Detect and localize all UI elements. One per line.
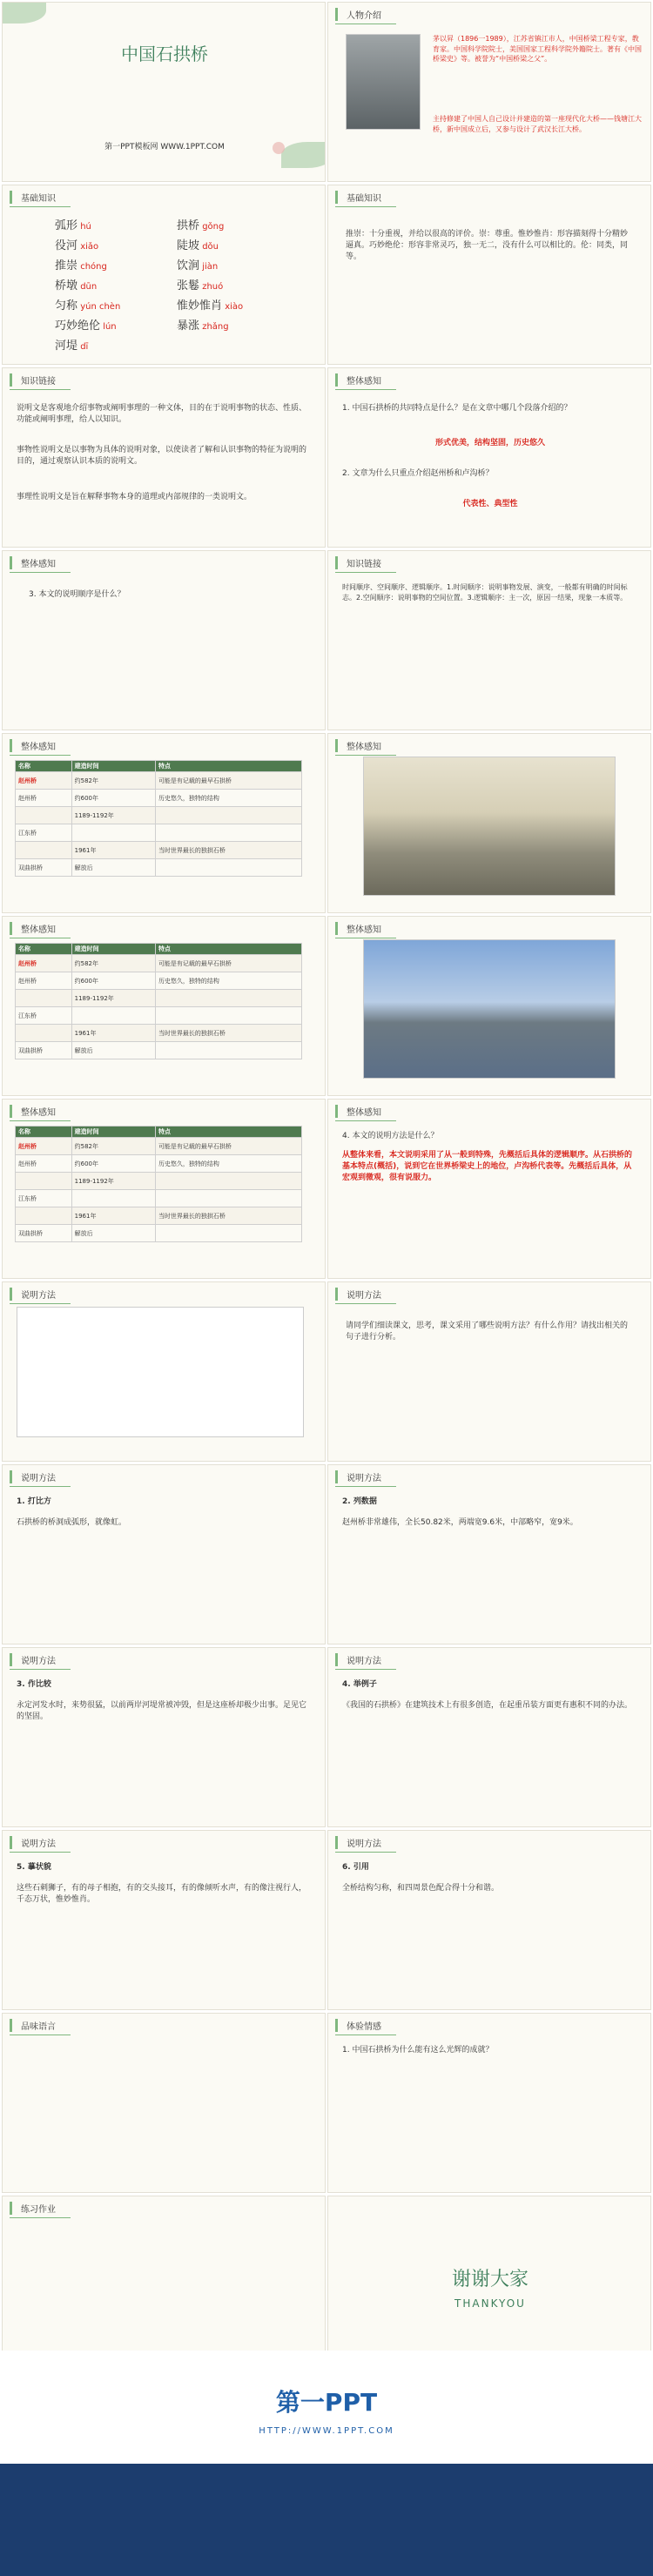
vocab-item (55, 259, 107, 275)
table-cell: 历史悠久，独特的结构 (155, 972, 301, 990)
table-cell: 解放后 (71, 1042, 155, 1059)
slide-method-q[interactable] (327, 1099, 651, 1279)
vocab-item (55, 339, 88, 355)
table-row (16, 972, 302, 990)
answer-1: 形式优美，结构坚固，历史悠久 (434, 439, 545, 447)
bridge-table (15, 1126, 302, 1242)
vocab-word: 弧形 (55, 219, 78, 232)
section-label: 整体感知 (10, 1105, 56, 1118)
vocab-item (55, 279, 97, 295)
table-cell (155, 824, 301, 842)
vocab-pinyin: dī (77, 342, 89, 352)
method-heading: 6. 引用 (342, 1863, 369, 1872)
table-row (16, 1190, 302, 1207)
slide-photo-1[interactable] (327, 733, 651, 913)
vocab-pinyin: dūn (77, 282, 98, 292)
table-row (16, 1007, 302, 1025)
table-header: 建造时间 (71, 761, 155, 772)
table-cell: 约600年 (71, 972, 155, 990)
slide-language[interactable] (2, 2013, 326, 2193)
vocab-pinyin: xiǎo (77, 242, 99, 252)
slide-thanks[interactable] (327, 2196, 651, 2376)
section-label: 说明方法 (10, 1653, 56, 1666)
table-cell (155, 859, 301, 877)
question-1: 1. 中国石拱桥的共同特点是什么？是在文章中哪几个段落介绍的？ (342, 404, 572, 413)
leaf-decoration (281, 142, 326, 168)
table-cell: 当时世界最长的独拱石桥 (155, 1025, 301, 1042)
vocab-word: 河堤 (55, 340, 78, 353)
flower-decoration (273, 142, 285, 154)
methods-table (17, 1307, 304, 1437)
method-heading: 4. 举例子 (342, 1680, 377, 1689)
table-cell: 赵州桥 (16, 772, 72, 790)
footer-url[interactable]: HTTP://WWW.1PPT.COM (259, 2426, 394, 2436)
table-header: 特点 (155, 761, 301, 772)
table-cell: 赵州桥 (16, 1155, 72, 1173)
bio-text-2: 主持修建了中国人自己设计并建造的第一座现代化大桥——钱塘江大桥，新中国成立后，又参与设计了武汉长江大桥。 (433, 115, 642, 133)
order-text: 时间顺序、空间顺序、逻辑顺序。1.时间顺序：说明事物发展、演变，一般都有明确的时间标志。2.空间顺序：说明事物的空间位置。3.逻辑顺序：主一次，原因一结果，现象一本质等。 (342, 583, 628, 602)
table-cell: 当时世界最长的独拱石桥 (155, 842, 301, 859)
section-label: 知识链接 (10, 373, 56, 387)
table-cell: 1961年 (71, 1207, 155, 1225)
table-row (16, 859, 302, 877)
section-label: 说明方法 (335, 1836, 381, 1849)
table-cell: 历史悠久，独特的结构 (155, 790, 301, 807)
table-cell: 江东桥 (16, 824, 72, 842)
section-label: 人物介绍 (335, 8, 381, 21)
table-row (16, 790, 302, 807)
table-cell (16, 1173, 72, 1190)
table-row (16, 990, 302, 1007)
section-label: 整体感知 (10, 922, 56, 935)
section-label: 说明方法 (10, 1836, 56, 1849)
vocab-pinyin: dǒu (199, 242, 219, 252)
table-row (16, 1025, 302, 1042)
section-label: 基础知识 (335, 191, 381, 204)
table-cell (155, 1007, 301, 1025)
slide-method-task[interactable] (327, 1281, 651, 1462)
table-row (16, 1138, 302, 1155)
vocab-word: 张鬈 (177, 279, 200, 293)
question-4: 4. 本文的说明方法是什么？ (342, 1132, 439, 1140)
table-row (16, 1042, 302, 1059)
section-label: 品味语言 (10, 2019, 56, 2032)
paragraph-3: 事理性说明文是旨在解释事物本身的道理或内部规律的一类说明文。 (17, 493, 252, 501)
vocab-item (177, 219, 224, 235)
table-cell: 双曲拱桥 (16, 859, 72, 877)
thanks-en: THANKYOU (454, 2297, 526, 2310)
slide-table-2[interactable] (2, 916, 326, 1096)
method-sentence: 《我国的石拱桥》在建筑技术上有很多创造，在起重吊装方面更有惠积不同的办法。 (342, 1701, 633, 1710)
vocab-pinyin: zhǎng (199, 322, 229, 332)
table-row (16, 1225, 302, 1242)
method-heading: 3. 作比较 (17, 1680, 51, 1689)
slide-emotion[interactable] (327, 2013, 651, 2193)
table-row (16, 1155, 302, 1173)
table-cell: 可能是有记载的最早石拱桥 (155, 955, 301, 972)
table-cell: 赵州桥 (16, 790, 72, 807)
method-heading: 1. 打比方 (17, 1497, 51, 1506)
bridge-table (15, 760, 302, 877)
table-cell: 双曲拱桥 (16, 1042, 72, 1059)
answer-2: 代表性、典型性 (462, 500, 518, 508)
table-cell (155, 1042, 301, 1059)
table-header: 名称 (16, 944, 72, 955)
answer-4: 从整体来看，本文说明采用了从一般到特殊，先概括后具体的逻辑顺序。从石拱桥的基本特点(概括)，说到它在世界桥梁史上的地位，卢沟桥代表等。先概括后具体，从宏观到微观，很有说服力。 (342, 1151, 633, 1183)
vocab-word: 惟妙惟肖 (177, 299, 223, 313)
table-cell: 可能是有记载的最早石拱桥 (155, 1138, 301, 1155)
vocab-word: 拱桥 (177, 219, 200, 232)
footer-dark-block (0, 2464, 653, 2576)
table-cell (16, 807, 72, 824)
table-cell: 可能是有记载的最早石拱桥 (155, 772, 301, 790)
table-row (16, 955, 302, 972)
table-cell (16, 990, 72, 1007)
table-cell: 1189-1192年 (71, 990, 155, 1007)
slide-method-4[interactable] (327, 1647, 651, 1827)
table-cell: 解放后 (71, 1225, 155, 1242)
vocab-pinyin: zhuó (199, 282, 224, 292)
slide-method-3[interactable] (2, 1647, 326, 1827)
section-label: 整体感知 (335, 373, 381, 387)
vocab-item (55, 239, 98, 255)
vocab-item (177, 239, 219, 255)
slide-bio[interactable] (327, 2, 651, 182)
vocab-word: 桥墩 (55, 279, 78, 293)
slide-definitions[interactable] (327, 185, 651, 365)
section-label: 知识链接 (335, 556, 381, 569)
table-header: 特点 (155, 944, 301, 955)
vocab-pinyin: jiàn (199, 262, 219, 272)
paragraph-2: 事物性说明文是以事物为具体的说明对象，以使读者了解和认识事物的特征为说明的目的，通过观察认识本质的说明文。 (17, 446, 307, 467)
section-label: 说明方法 (10, 1288, 56, 1301)
portrait-photo (346, 34, 421, 130)
method-sentence: 永定河发水时，来势很猛，以前两岸河堤常被冲毁，但是这座桥却极少出事。足见它的坚固。 (17, 1701, 307, 1722)
table-cell: 1961年 (71, 1025, 155, 1042)
slide-photo-2[interactable] (327, 916, 651, 1096)
slide-title[interactable] (2, 2, 326, 182)
slide-homework[interactable] (2, 2196, 326, 2376)
table-row (16, 1173, 302, 1190)
table-cell: 约600年 (71, 790, 155, 807)
section-label: 整体感知 (335, 922, 381, 935)
vocab-item (177, 259, 218, 275)
table-cell: 当时世界最长的独拱石桥 (155, 1207, 301, 1225)
section-label: 说明方法 (335, 1653, 381, 1666)
table-row (16, 1207, 302, 1225)
table-cell: 江东桥 (16, 1190, 72, 1207)
table-cell (155, 807, 301, 824)
section-label: 整体感知 (10, 556, 56, 569)
table-row (16, 824, 302, 842)
table-cell (155, 990, 301, 1007)
thanks-text: 谢谢大家 (451, 2269, 528, 2290)
table-row (16, 842, 302, 859)
vocab-word: 陡坡 (177, 239, 200, 252)
vocab-item (55, 219, 91, 235)
method-sentence: 石拱桥的桥洞成弧形，就像虹。 (17, 1518, 127, 1527)
slide-method-6[interactable] (327, 1830, 651, 2010)
table-cell (71, 1190, 155, 1207)
table-cell (16, 1207, 72, 1225)
vocab-word: 匀称 (55, 299, 78, 313)
slide-subtitle: 第一PPT模板网 WWW.1PPT.COM (104, 143, 225, 151)
vocab-word: 饮涧 (177, 259, 200, 272)
task-text: 请同学们细读课文，思考，课文采用了哪些说明方法？有什么作用？请找出相关的句子进行分析。 (346, 1322, 629, 1342)
slide-overview-1[interactable] (327, 367, 651, 548)
emotion-question: 1. 中国石拱桥为什么能有这么光辉的成就？ (342, 2046, 494, 2055)
vocab-pinyin: hú (77, 222, 91, 232)
table-cell: 赵州桥 (16, 1138, 72, 1155)
table-cell: 1961年 (71, 842, 155, 859)
table-cell: 赵州桥 (16, 972, 72, 990)
table-cell (16, 1025, 72, 1042)
table-cell (16, 842, 72, 859)
table-cell: 约600年 (71, 1155, 155, 1173)
section-label: 说明方法 (10, 1470, 56, 1483)
vocab-word: 巧妙绝伦 (55, 319, 101, 333)
table-cell: 1189-1192年 (71, 807, 155, 824)
vocab-item (177, 299, 243, 315)
method-heading: 2. 列数据 (342, 1497, 377, 1506)
slide-table-1[interactable] (2, 733, 326, 913)
method-sentence: 赵州桥非常雄伟，全长50.82米，两端宽9.6米，中部略窄，宽9米。 (342, 1518, 578, 1527)
table-row (16, 807, 302, 824)
table-cell: 约582年 (71, 772, 155, 790)
slide-method-2[interactable] (327, 1464, 651, 1644)
slide-methods-table[interactable] (2, 1281, 326, 1462)
question-2: 2. 文章为什么只重点介绍赵州桥和卢沟桥？ (342, 469, 494, 478)
slide-vocab[interactable] (2, 185, 326, 365)
question-3: 3. 本文的说明顺序是什么？ (29, 590, 125, 599)
section-label: 体验情感 (335, 2019, 381, 2032)
vocab-word: 暴涨 (177, 319, 200, 333)
section-label: 练习作业 (10, 2202, 56, 2215)
table-header: 建造时间 (71, 1127, 155, 1138)
table-cell: 约582年 (71, 955, 155, 972)
leaf-decoration (2, 2, 46, 24)
method-sentence: 这些石刺狮子，有的母子相抱，有的交头接耳，有的像倾听水声，有的像注视行人，千态万状，惟妙惟肖。 (17, 1884, 307, 1905)
slide-method-1[interactable] (2, 1464, 326, 1644)
slide-table-3[interactable] (2, 1099, 326, 1279)
bridge-table (15, 943, 302, 1059)
vocab-item (55, 319, 117, 335)
table-cell: 历史悠久，独特的结构 (155, 1155, 301, 1173)
table-cell: 赵州桥 (16, 955, 72, 972)
table-cell: 解放后 (71, 859, 155, 877)
paragraph-1: 说明文是客观地介绍事物或阐明事理的一种文体，目的在于说明事物的状态、性质、功能或阐明事理，给人以知识。 (17, 404, 307, 425)
section-label: 说明方法 (335, 1470, 381, 1483)
bio-text: 茅以昇（1896一1989），江苏省镇江市人，中国桥梁工程专家，教育家。中国科学院院士，美国国家工程科学院外籍院士。著有《中国桥梁史》等。被誉为“中国桥梁之父”。 (433, 35, 642, 64)
vocab-item (55, 299, 120, 315)
slide-knowledge[interactable] (2, 367, 326, 548)
section-label: 整体感知 (10, 739, 56, 752)
section-label: 整体感知 (335, 1105, 381, 1118)
table-cell (155, 1225, 301, 1242)
section-label: 基础知识 (10, 191, 56, 204)
section-label: 说明方法 (335, 1288, 381, 1301)
vocab-pinyin: gǒng (199, 222, 225, 232)
vocab-word: 推崇 (55, 259, 78, 272)
table-header: 特点 (155, 1127, 301, 1138)
table-header: 建造时间 (71, 944, 155, 955)
vocab-pinyin: chóng (77, 262, 107, 272)
footer-logo: 第一PPT (275, 2388, 378, 2417)
slide-title-text: 中国石拱桥 (121, 44, 208, 64)
table-cell: 双曲拱桥 (16, 1225, 72, 1242)
bridge-photo (363, 757, 616, 896)
vocab-word: 役河 (55, 239, 78, 252)
section-label: 整体感知 (335, 739, 381, 752)
method-heading: 5. 摹状貌 (17, 1863, 51, 1872)
slide-order[interactable] (327, 550, 651, 730)
table-cell (155, 1173, 301, 1190)
vocab-item (177, 279, 223, 295)
vocab-pinyin: xiào (222, 302, 244, 312)
method-sentence: 全桥结构匀称，和四周景色配合得十分和谐。 (342, 1884, 500, 1893)
slide-method-5[interactable] (2, 1830, 326, 2010)
table-cell: 1189-1192年 (71, 1173, 155, 1190)
table-cell: 约582年 (71, 1138, 155, 1155)
table-cell: 江东桥 (16, 1007, 72, 1025)
bridge-photo (363, 939, 616, 1079)
footer-banner (0, 2351, 653, 2576)
vocab-pinyin: lún (100, 322, 117, 332)
table-header: 名称 (16, 1127, 72, 1138)
table-cell (71, 1007, 155, 1025)
table-cell (155, 1190, 301, 1207)
vocab-pinyin: yún chèn (77, 302, 121, 312)
slide-overview-2[interactable] (2, 550, 326, 730)
table-row (16, 772, 302, 790)
definitions-text: 推崇：十分重视，并给以很高的评价。崇：尊重。惟妙惟肖：形容描刻得十分精妙逼真。巧妙绝伦：形容非常灵巧，独一无二，没有什么可以相比的。伦：同类，同等。 (346, 230, 629, 262)
table-header: 名称 (16, 761, 72, 772)
vocab-item (177, 319, 229, 335)
table-cell (71, 824, 155, 842)
